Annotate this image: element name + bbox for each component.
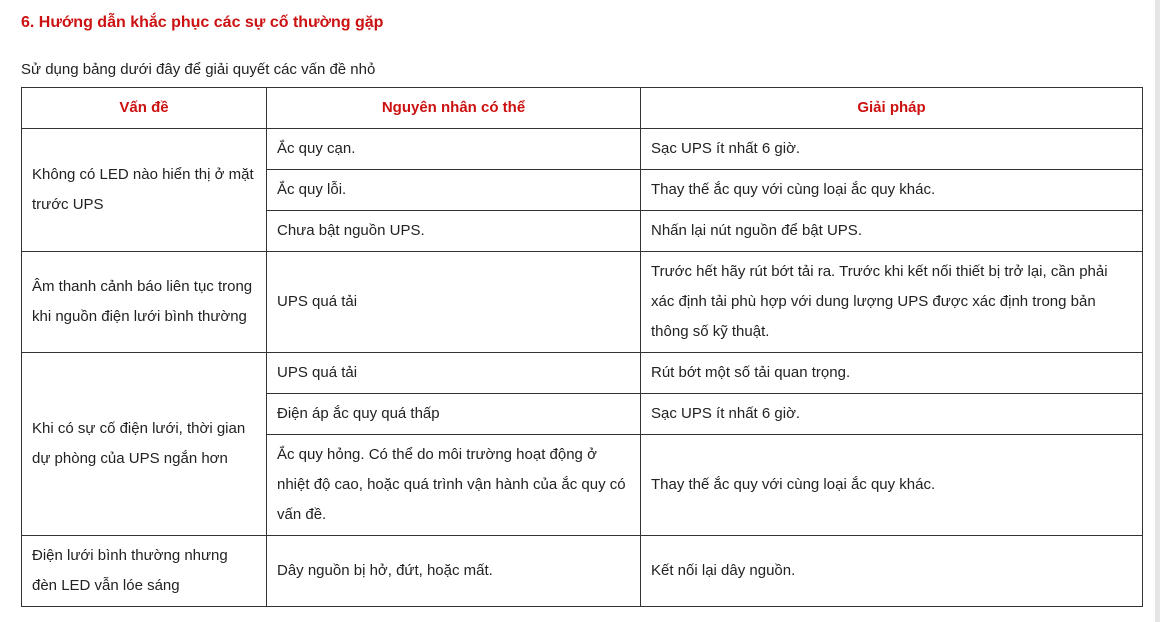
cause-cell: Ắc quy lỗi. — [267, 170, 641, 211]
table-header-row — [22, 88, 1143, 129]
section-heading: 6. Hướng dẫn khắc phục các sự cố thường gặp — [21, 14, 384, 31]
header-solution: Giải pháp — [641, 88, 1143, 129]
problem-cell: Không có LED nào hiển thị ở mặt trước UPS — [22, 129, 267, 252]
solution-cell: Nhấn lại nút nguồn để bật UPS. — [641, 211, 1143, 252]
solution-cell: Trước hết hãy rút bớt tải ra. Trước khi kết nối thiết bị trở lại, cần phải xác định tải phù hợp với dung lượng UPS được xác định trong bản thông số kỹ thuật. — [641, 252, 1143, 353]
solution-cell: Thay thế ắc quy với cùng loại ắc quy khác. — [641, 435, 1143, 536]
intro-text: Sử dụng bảng dưới đây để giải quyết các vấn đề nhỏ — [21, 61, 376, 78]
cause-cell: UPS quá tải — [267, 353, 641, 394]
header-cause: Nguyên nhân có thể — [267, 88, 641, 129]
cause-cell: Điện áp ắc quy quá thấp — [267, 394, 641, 435]
cause-cell: Dây nguồn bị hở, đứt, hoặc mất. — [267, 536, 641, 607]
table-row — [22, 353, 1143, 394]
table-row — [22, 536, 1143, 607]
table-row — [22, 252, 1143, 353]
solution-cell: Sạc UPS ít nhất 6 giờ. — [641, 394, 1143, 435]
cause-cell: Ắc quy cạn. — [267, 129, 641, 170]
cause-cell: UPS quá tải — [267, 252, 641, 353]
problem-cell: Âm thanh cảnh báo liên tục trong khi nguồn điện lưới bình thường — [22, 252, 267, 353]
solution-cell: Sạc UPS ít nhất 6 giờ. — [641, 129, 1143, 170]
cause-cell: Chưa bật nguồn UPS. — [267, 211, 641, 252]
cause-cell: Ắc quy hỏng. Có thể do môi trường hoạt động ở nhiệt độ cao, hoặc quá trình vận hành của ắc quy có vấn đề. — [267, 435, 641, 536]
troubleshooting-table — [21, 87, 1143, 607]
problem-cell: Khi có sự cố điện lưới, thời gian dự phòng của UPS ngắn hơn — [22, 353, 267, 536]
solution-cell: Thay thế ắc quy với cùng loại ắc quy khác. — [641, 170, 1143, 211]
scrollbar-edge — [1155, 0, 1160, 622]
solution-cell: Rút bớt một số tải quan trọng. — [641, 353, 1143, 394]
header-problem: Vấn đề — [22, 88, 267, 129]
table-row — [22, 129, 1143, 170]
solution-cell: Kết nối lại dây nguồn. — [641, 536, 1143, 607]
problem-cell: Điện lưới bình thường nhưng đèn LED vẫn lóe sáng — [22, 536, 267, 607]
